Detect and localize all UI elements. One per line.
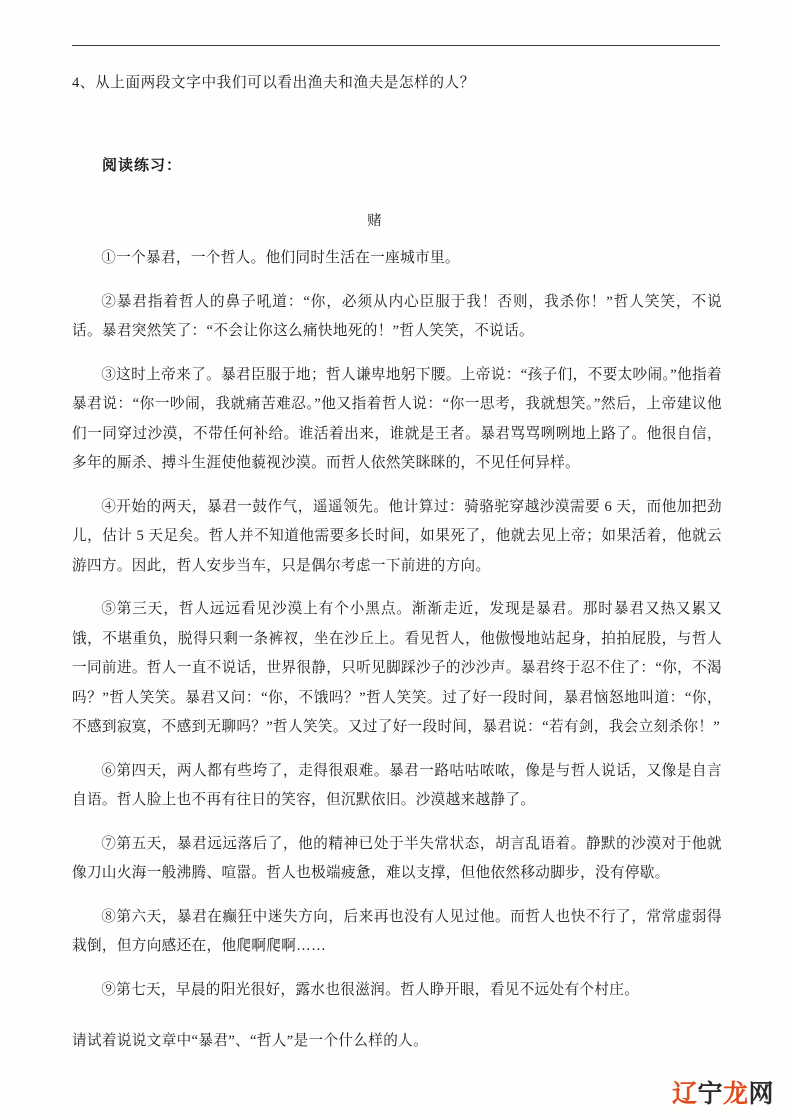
closing-question: 请试着说说文章中“暴君”、“哲人”是一个什么样的人。 xyxy=(72,1033,429,1049)
watermark-char-4: 网 xyxy=(748,1079,774,1108)
document-content xyxy=(72,60,722,1057)
story-title: 赌 xyxy=(367,213,383,229)
watermark-char-1: 辽 xyxy=(671,1079,698,1108)
vertical-spacer xyxy=(72,98,722,154)
question-4: 4、从上面两段文字中我们可以看出渔夫和渔夫是怎样的人？ xyxy=(72,75,475,91)
paragraph-5: ⑤第三天，哲人远远看见沙漠上有个小黑点。渐渐走近，发现是暴君。那时暴君又热又累又饿，不堪重负，脱得只剩一条裤衩，坐在沙丘上。看见哲人，他傲慢地站起身，拍拍屁股，与哲人一同前进。哲人一直不说话，世界很静，只听见脚踩沙子的沙沙声。暴君终于忍不住了：“你，不渴吗？”哲人笑笑。暴君又问：“你，不饿吗？”哲人笑笑。过了好一段时间，暴君恼怒地叫道：“你，不感到寂寞，不感到无聊吗？”哲人笑笑。又过了好一段时间，暴君说：“若有剑，我会立刻杀你！” xyxy=(72,601,722,735)
watermark-char-2: 宁 xyxy=(697,1079,723,1108)
section-heading-reading-practice: 阅读练习： xyxy=(102,157,183,174)
paragraph-8: ⑧第六天，暴君在癫狂中迷失方向，后来再也没有人见过他。而哲人也快不行了，常常虚弱得栽倒，但方向感还在，他爬啊爬啊…… xyxy=(72,908,722,954)
paragraph-3: ③这时上帝来了。暴君臣服于地；哲人谦卑地躬下腰。上帝说：“孩子们，不要太吵闹。”他指着暴君说：“你一吵闹，我就痛苦难忍。”他又指着哲人说：“你一思考，我就想笑。”然后，上帝建议他们一同穿过沙漠，不带任何补给。谁活着出来，谁就是王者。暴君骂骂咧咧地上路了。他很自信，多年的厮杀、搏斗生涯使他藐视沙漠。而哲人依然笑眯眯的，不见任何异样。 xyxy=(72,366,722,471)
paragraph-9: ⑨第七天，早晨的阳光很好，露水也很滋润。哲人睁开眼，看见不远处有个村庄。 xyxy=(101,981,640,998)
paragraph-1: ①一个暴君，一个哲人。他们同时生活在一座城市里。 xyxy=(101,250,460,266)
paragraph-7: ⑦第五天，暴君远远落后了，他的精神已处于半失常状态，胡言乱语着。静默的沙漠对于他就像刀山火海一般沸腾、喧嚣。哲人也极端疲惫，难以支撑，但他依然移动脚步，没有停歇。 xyxy=(72,835,722,881)
paragraph-6: ⑥第四天，两人都有些垮了，走得很艰难。暴君一路咕咕哝哝，像是与哲人说话，又像是自言自语。哲人脸上也不再有往日的笑容，但沉默依旧。沙漠越来越静了。 xyxy=(72,762,722,808)
paragraph-2: ②暴君指着哲人的鼻子吼道：“你，必须从内心臣服于我！否则，我杀你！”哲人笑笑，不说话。暴君突然笑了：“不会让你这么痛快地死的！”哲人笑笑，不说话。 xyxy=(72,293,722,339)
paragraph-4: ④开始的两天，暴君一鼓作气，遥遥领先。他计算过：骑骆驼穿越沙漠需要 6 天，而他加把劲儿，估计 5 天足矣。哲人并不知道他需要多长时间，如果死了，他就去见上帝；如果活着，他就云游四方。因此，哲人安步当车，只是偶尔考虑一下前进的方向。 xyxy=(72,498,722,574)
header-divider-rule xyxy=(72,45,720,46)
watermark-char-3: 龙 xyxy=(722,1079,749,1108)
site-watermark xyxy=(672,1081,774,1106)
